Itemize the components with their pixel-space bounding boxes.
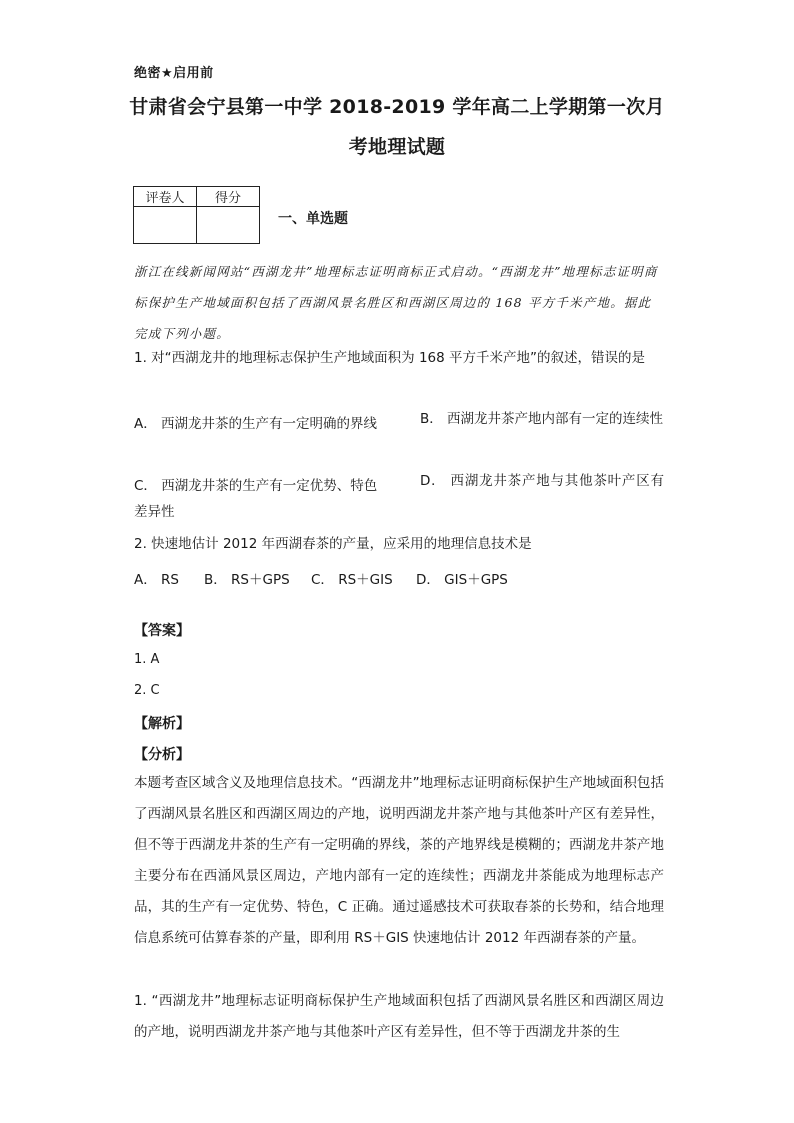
- score-table-header-score: 得分: [197, 187, 260, 207]
- answer-1: 1. A: [134, 652, 160, 667]
- score-table: [133, 186, 260, 244]
- question-intro: 浙江在线新闻网站“西湖龙井”地理标志证明商标正式启动。“西湖龙井”地理标志证明商标保护生产地域面积包括了西湖风景名胜区和西湖区周边的 168 平方千米产地。据此完成下列小题。: [134, 264, 658, 341]
- answer-2: 2. C: [134, 683, 160, 698]
- question-1-option-a: A． 西湖龙井茶的生产有一定明确的界线: [134, 416, 378, 432]
- question-2-option-b: B． RS＋GPS: [204, 572, 290, 588]
- answer-tag: 【答案】: [134, 623, 190, 639]
- question-2-option-c: C． RS＋GIS: [311, 572, 393, 588]
- question-1-option-c: C． 西湖龙井茶的生产有一定优势、特色: [134, 478, 378, 494]
- question-2-option-a: A． RS: [134, 572, 179, 588]
- page-title-line1: 甘肃省会宁县第一中学 2018-2019 学年高二上学期第一次月: [129, 96, 665, 118]
- section-title: 一、单选题: [278, 211, 348, 227]
- analysis-tag: 【解析】: [134, 716, 190, 732]
- question-1-option-b: B． 西湖龙井茶产地内部有一定的连续性: [420, 411, 664, 427]
- question-1-stem: 1. 对“西湖龙井的地理标志保护生产地域面积为 168 平方千米产地”的叙述，错误的是: [134, 350, 646, 366]
- score-table-grader-cell: [134, 207, 197, 244]
- question-2-stem: 2. 快速地估计 2012 年西湖春茶的产量，应采用的地理信息技术是: [134, 536, 532, 552]
- score-table-score-cell: [197, 207, 260, 244]
- question-1-option-d: D． 西湖龙井茶产地与其他茶叶产区有差异性: [134, 473, 664, 520]
- secret-mark: 绝密★启用前: [134, 66, 214, 81]
- question-2-option-d: D． GIS＋GPS: [416, 572, 508, 588]
- analysis-paragraph: 本题考查区域含义及地理信息技术。“西湖龙井”地理标志证明商标保护生产地域面积包括了西湖风景名胜区和西湖区周边的产地，说明西湖龙井茶产地与其他茶叶产区有差异性，但不等于西湖龙井茶的生产有一定明确的界线，茶的产地界线是模糊的；西湖龙井茶产地主要分布在西涌风景区周边，产地内部有一定的连续性；西湖龙井茶能成为地理标志产品，其的生产有一定优势、特色，C 正确。通过遥感技术可获取春茶的长势和，结合地理信息系统可估算春茶的产量，即利用 RS＋GIS 快速地估计 2012 年西湖春茶的产量。: [134, 775, 664, 946]
- detail-paragraph: 1. “西湖龙井”地理标志证明商标保护生产地域面积包括了西湖风景名胜区和西湖区周边的产地，说明西湖龙井茶产地与其他茶叶产区有差异性，但不等于西湖龙井茶的生: [134, 993, 664, 1040]
- fenxi-tag: 【分析】: [134, 747, 190, 763]
- score-table-header-grader: 评卷人: [134, 187, 197, 207]
- page-title-line2: 考地理试题: [348, 136, 446, 158]
